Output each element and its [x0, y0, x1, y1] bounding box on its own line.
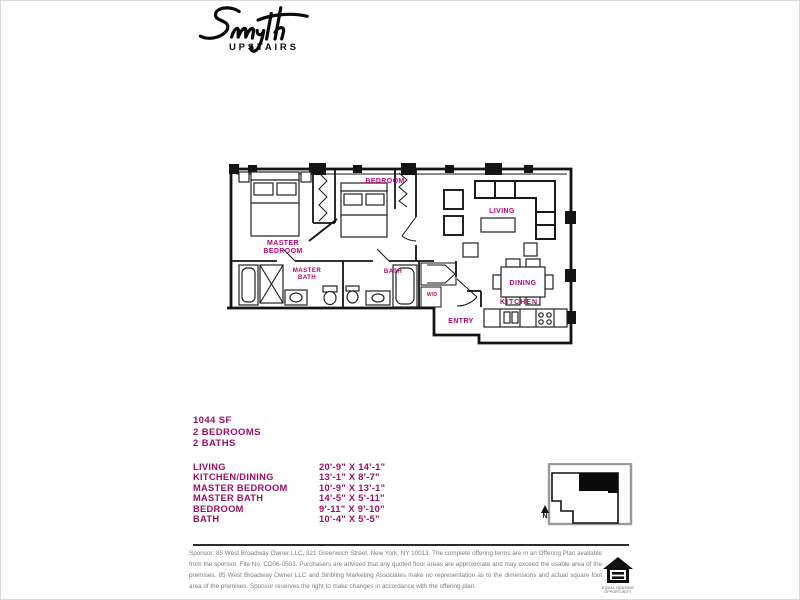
dimension-room: MASTER BATH — [193, 493, 264, 504]
dimension-row — [193, 472, 385, 482]
dimension-room: KITCHEN/DINING — [193, 472, 274, 483]
armchair — [444, 216, 463, 235]
north-label: N — [542, 513, 548, 520]
room-label-living: LIVING — [489, 208, 515, 215]
room-label-bath: BATH — [383, 268, 403, 275]
room-label-master-bedroom: MASTER BEDROOM — [263, 240, 303, 255]
dimension-size: 9'-11" X 9'-10" — [319, 503, 385, 514]
room-label-entry: ENTRY — [448, 318, 474, 325]
room-label-washer-dryer: W/D — [426, 292, 438, 298]
armchair — [444, 190, 463, 209]
room-label-bedroom: BEDROOM — [365, 178, 405, 185]
floor-plan-drawing — [223, 159, 583, 359]
brand-tagline: UPSTAIRS — [229, 42, 299, 53]
dimension-size: 14'-5" X 5'-11" — [319, 493, 385, 504]
legal-disclaimer: Sponsor: 85 West Broadway Owner LLC, 321 Greenwich Street, New York, NY 10013. The complete offering terms are in an Offering Plan available from the sponsor. File No. CD06-0503. Purchasers are advised that any quoted floor areas are approximate and may exceed the usable area of the premises. 85 West Broadway Owner LLC and Stribling Marketing Associates make no representation as to the dimensions and actual square foot area of the premises. Sponsor reserves the right to make changes in accordance with the offering plan. — [189, 550, 602, 590]
room-label-kitchen: KITCHEN — [499, 299, 539, 306]
side-table — [524, 243, 537, 256]
key-plan — [547, 463, 637, 527]
coffee-table — [481, 218, 515, 232]
dimension-row — [193, 493, 385, 503]
equal-housing-icon — [602, 557, 634, 585]
equal-housing-label: EQUAL HOUSING OPPORTUNITY — [602, 586, 634, 594]
dimension-row — [193, 462, 385, 472]
dimension-size: 10'-4" X 5'-5" — [319, 514, 380, 525]
dimension-size: 20'-9" X 14'-1" — [319, 462, 386, 472]
dimension-row — [193, 483, 385, 493]
room-label-dining: DINING — [509, 280, 537, 287]
unit-summary — [193, 415, 261, 450]
unit-area: 1044 SF — [193, 415, 232, 426]
dimension-room: BEDROOM — [193, 503, 244, 514]
footer-divider — [193, 544, 629, 546]
kitchen-counter — [484, 309, 567, 327]
dimension-size: 10'-9" X 13'-1" — [319, 482, 386, 493]
side-table — [463, 243, 478, 257]
room-label-master-bath: MASTER BATH — [292, 267, 322, 281]
unit-bedrooms: 2 BEDROOMS — [193, 426, 261, 438]
dimension-room: LIVING — [193, 462, 226, 472]
dimension-room: BATH — [193, 514, 220, 525]
room-dimensions-list — [193, 462, 385, 524]
unit-location-highlight — [579, 473, 618, 493]
bedroom-bed — [341, 183, 387, 237]
dimension-size: 13'-1" X 8'-7" — [319, 472, 380, 483]
dimension-row — [193, 504, 385, 514]
unit-baths: 2 BATHS — [193, 438, 236, 449]
master-bed — [239, 172, 311, 236]
dimension-room: MASTER BEDROOM — [193, 482, 288, 493]
dimension-row — [193, 514, 385, 524]
